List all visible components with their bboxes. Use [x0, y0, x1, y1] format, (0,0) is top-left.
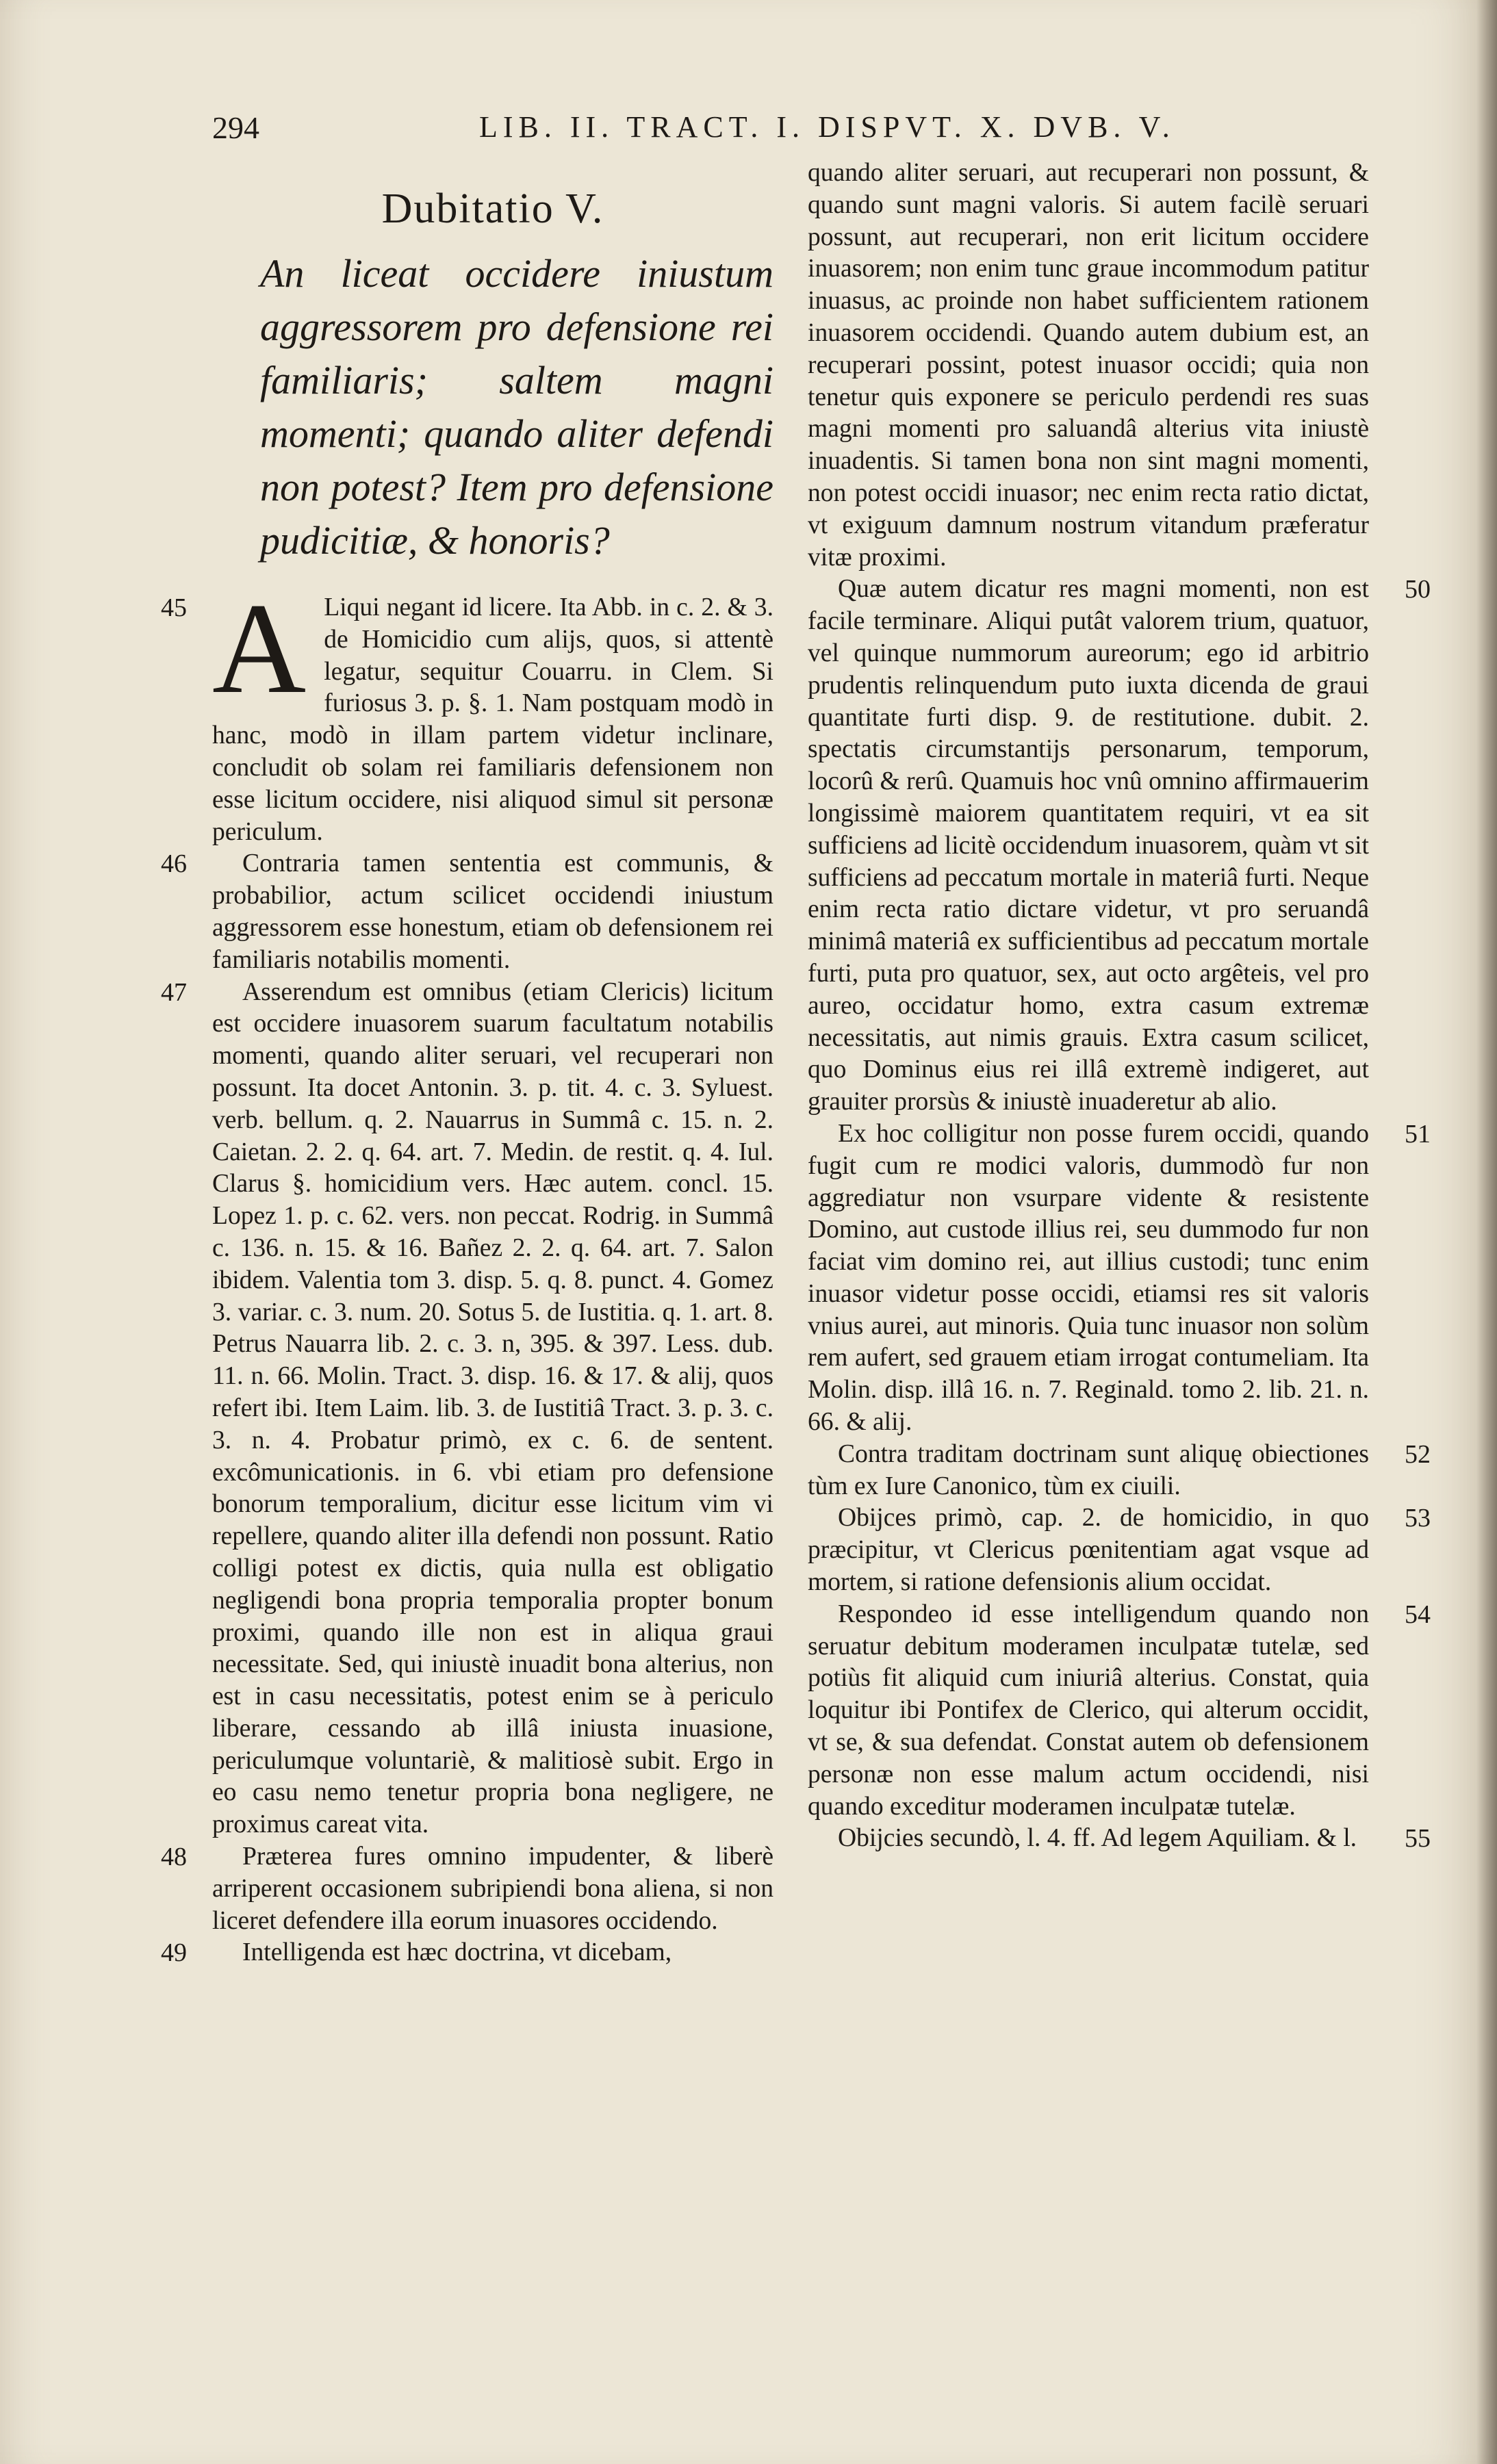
paragraph-52	[808, 1439, 1431, 1503]
paragraph-number: 54	[1405, 1600, 1431, 1629]
paragraph-54	[808, 1599, 1431, 1823]
section-title: Dubitatio V.	[381, 185, 604, 232]
paragraph-text: Obijces primò, cap. 2. de homicidio, in quo præcipitur, vt Clericus pœnitentiam agat vsque ad mortem, si ratione defensionis alium occidat.	[808, 1504, 1369, 1597]
paragraph-49	[161, 1937, 773, 1969]
paragraph-46	[161, 848, 773, 976]
paragraph-number: 45	[161, 593, 187, 622]
section-question: An liceat occidere iniustum aggressorem pro defensione rei familiaris; saltem magni momenti; quando aliter defendi non potest? Item pro defensione pudicitiæ, & honoris?	[260, 251, 773, 563]
page-number: 294	[212, 110, 259, 145]
paragraph-48	[161, 1841, 773, 1937]
left-column	[161, 157, 773, 1969]
paragraph-continued	[808, 157, 1369, 574]
paragraph-text: Asserendum est omnibus (etiam Clericis) licitum est occidere inuasorem suarum facultatum notabilis momenti, quando aliter seruari, vel recuperari non possunt. Ita docet Antonin. 3. p. tit. 4. c. 3. Syluest. verb. bellum. q. 2. Nauarrus in Summâ c. 15. n. 2. Caietan. 2. 2. q. 64. art. 7. Medin. de restit. q. 4. Iul. Clarus §. homicidium vers. Hæc autem. concl. 15. Lopez 1. p. c. 62. vers. non peccat. Rodrig. in Summâ c. 136. n. 15. & 16. Bañez 2. 2. q. 64. art. 7. Salon ibidem. Valentia tom 3. disp. 5. q. 8. punct. 4. Gomez 3. variar. c. 3. num. 20. Sotus 5. de Iustitia. q. 1. art. 8. Petrus Nauarra lib. 2. c. 3. n, 395. & 397. Less. dub. 11. n. 66. Molin. Tract. 3. disp. 16. & 17. & alij, quos refert ibi. Item Laim. lib. 3. de Iustitiâ Tract. 3. p. 3. c. 3. n. 4. Probatur primò, ex c. 6. de sentent. excômunicationis. in 6. vbi etiam pro defensione bonorum temporalium, dicitur esse licitum vim vi repellere, quando aliter illa defendi non possunt. Ratio colligi potest ex dictis, quia nulla est obligatio negligendi bona propria temporalia propter bonum proximi, quando ille non est in aliqua graui necessitate. Sed, qui iniustè inuadit bona alterius, non est in casu necessitatis, potest enim se à periculo liberare, cessando ab illâ iniusta inuasione, periculumque voluntariè, & malitiosè subit. Ergo in eo casu nemo tenetur propria bona negligere, ne proximus careat vita.	[212, 977, 773, 1839]
right-column	[808, 157, 1431, 1855]
paragraph-text: Intelligenda est hæc doctrina, vt dicebam,	[242, 1938, 672, 1967]
paragraph-number: 55	[1405, 1824, 1431, 1853]
paragraph-number: 51	[1405, 1119, 1431, 1148]
running-title: LIB. II. TRACT. I. DISPVT. X. DVB. V.	[479, 110, 1175, 144]
paragraph-text: Liqui negant id licere. Ita Abb. in c. 2. & 3. de Homicidio cum alijs, quos, si attentè legatur, sequitur Couarru. in Clem. Si furiosus 3. p. §. 1. Nam postquam modò in hanc, modò in illam partem videtur inclinare, concludit ob solam rei familiaris defensionem non esse licitum occidere, nisi aliquod simul sit personæ periculum.	[212, 593, 773, 846]
paragraph-number: 47	[161, 977, 187, 1007]
running-header	[0, 110, 1497, 151]
paragraph-53	[808, 1502, 1431, 1598]
paragraph-number: 48	[161, 1843, 187, 1872]
paragraph-number: 53	[1405, 1504, 1431, 1533]
paragraph-51	[808, 1118, 1431, 1439]
page-edge-shadow	[1476, 0, 1497, 2464]
paragraph-text: Contraria tamen sententia est communis, & probabilior, actum scilicet occidendi iniustum aggressorem esse honestum, etiam ob defensionem rei familiaris notabilis momenti.	[212, 849, 773, 974]
paragraph-text: Ex hoc colligitur non posse furem occidi, quando fugit cum re modici valoris, dummodò fur non aggrediatur non vsurpare vidente & resistente Domino, aut custode illius rei, seu dummodo fur non faciat vim domino rei, aut illius custodi; tunc enim inuasor videtur posse occidi, etiamsi res sit valoris vnius aurei, aut minoris. Quia tunc inuasor non solùm rem aufert, sed grauem etiam irrogat contumeliam. Ita Molin. disp. illâ 16. n. 7. Reginald. tomo 2. lib. 21. n. 66. & alij.	[808, 1119, 1369, 1437]
paragraph-50	[808, 574, 1431, 1118]
paragraph-number: 49	[161, 1938, 187, 1968]
paragraph-number: 50	[1405, 575, 1431, 604]
paragraph-number: 52	[1405, 1439, 1431, 1469]
paragraph-text: Respondeo id esse intelligendum quando non seruatur debitum moderamen inculpatæ tutelæ, sed potiùs fit aliquid cum iniuriâ alterius. Constat, quia loquitur ibi Pontifex de Clerico, qui alterum occidit, vt se, & sua defendat. Constat autem ob defensionem personæ non esse malum actum occidendi, nisi quando exceditur moderamen inculpatæ tutelæ.	[808, 1600, 1369, 1821]
paragraph-text: quando aliter seruari, aut recuperari non possunt, & quando sunt magni valoris. Si autem facilè seruari possunt, aut recuperari, non erit licitum occidere inuasorem; non enim tunc graue incommodum patitur inuasus, ac proinde non habet sufficientem rationem inuasorem occidendi. Quando autem dubium est, an recuperari possint, potest inuasor occidi; quia non tenetur quis exponere se periculo perdendi res suas magni momenti pro saluandâ alterius vita iniustè inuadentis. Si tamen bona non sint magni momenti, non potest occidi inuasor; nec enim recta ratio dictat, vt exiguum damnum nostrum vitandum præferatur vitæ proximi.	[808, 159, 1369, 572]
paragraph-text: Obijcies secundò, l. 4. ff. Ad legem Aquiliam. & l.	[838, 1824, 1357, 1853]
paragraph-text: Præterea fures omnino impudenter, & liberè arriperent occasionem subripiendi bona aliena, si non liceret defendere illa eorum inuasores occidendo.	[212, 1843, 773, 1935]
paragraph-45	[161, 577, 773, 848]
paragraph-text: Quæ autem dicatur res magni momenti, non est facile terminare. Aliqui putât valorem trium, quatuor, vel quinque nummorum aureorum; ego id arbitrio prudentis relinquendum puto iuxta dicenda de graui quantitate furti disp. 9. de restitutione. dubit. 2. spectatis circumstantijs personarum, temporum, locorû & rerû. Quamuis hoc vnû omnino affirmauerim longissimè maiorem quantitatem requiri, vt ea sit sufficiens ad licitè occidendum inuasorem, quàm vt sit sufficiens ad peccatum mortale in materiâ furti. Neque enim recta ratio dictare videtur, vt pro seruandâ minimâ materiâ ex sufficientibus ad peccatum mortale furti, puta pro quatuor, sex, aut octo argêteis, vel pro aureo, occidatur homo, extra casum extremæ necessitatis, aut nimis grauis. Extra casum scilicet, quo Dominus eius rei illâ extremè indigeret, aut grauiter prorsùs & iniustè inuaderetur ab alio.	[808, 575, 1369, 1116]
paragraph-47	[161, 977, 773, 1842]
paragraph-number: 46	[161, 849, 187, 879]
paragraph-55	[808, 1823, 1431, 1855]
drop-cap: A	[212, 577, 307, 721]
paragraph-text: Contra traditam doctrinam sunt aliquę obiectiones tùm ex Iure Canonico, tùm ex ciuili.	[808, 1439, 1369, 1500]
